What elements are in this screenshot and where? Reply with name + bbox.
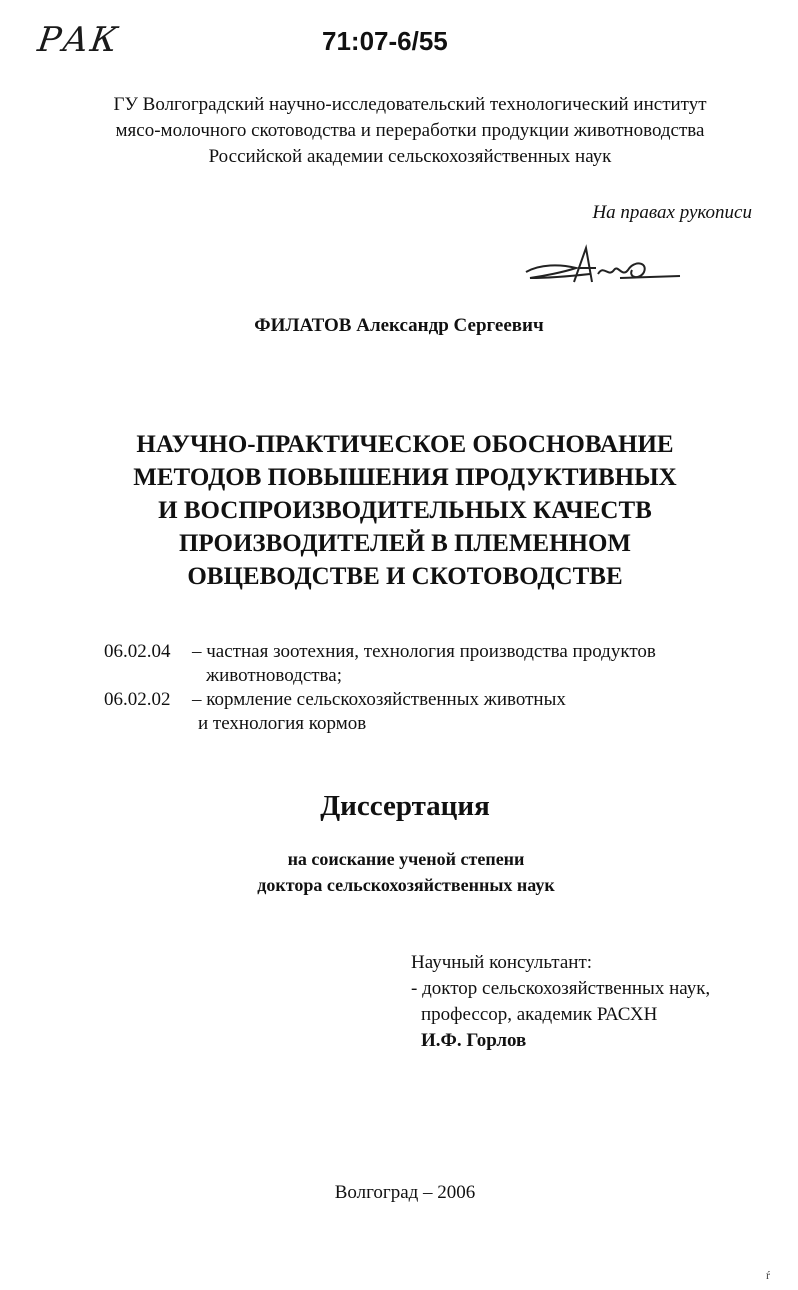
document-type: Диссертация <box>320 790 490 822</box>
specialty-code: 06.02.02 <box>104 689 171 710</box>
specialty-text-line: – кормление сельскохозяйственных животных <box>192 689 566 710</box>
title-line: И ВОСПРОИЗВОДИТЕЛЬНЫХ КАЧЕСТВ <box>158 497 652 524</box>
consultant-line: - доктор сельскохозяйственных наук, <box>411 978 711 999</box>
consultant-label: Научный консультант: <box>411 952 593 973</box>
degree-line: на соискание ученой степени <box>287 849 525 869</box>
author-name: ФИЛАТОВ Александр Сергеевич <box>254 315 544 336</box>
consultant-block <box>411 950 771 1054</box>
degree-line: доктора сельскохозяйственных наук <box>257 875 555 895</box>
title-line: НАУЧНО-ПРАКТИЧЕСКОЕ ОБОСНОВАНИЕ <box>136 431 674 458</box>
catalog-code: 71:07-6/55 <box>322 26 448 56</box>
signature-image <box>520 238 690 298</box>
specialty-item <box>104 640 764 688</box>
consultant-name: И.Ф. Горлов <box>421 1030 527 1051</box>
dissertation-title <box>40 428 770 593</box>
place-year: Волгоград – 2006 <box>334 1182 476 1203</box>
rights-note: На правах рукописи <box>592 202 752 223</box>
specialty-text-line: – частная зоотехния, технология производства продуктов <box>192 641 656 662</box>
institution-line: мясо-молочного скотоводства и переработки продукции животноводства <box>115 120 705 141</box>
institution-line: ГУ Волгоградский научно-исследовательский технологический институт <box>113 94 707 115</box>
specialty-text <box>192 640 764 688</box>
specialty-code: 06.02.04 <box>104 641 171 662</box>
title-line: МЕТОДОВ ПОВЫШЕНИЯ ПРОДУКТИВНЫХ <box>133 464 677 491</box>
consultant-line: профессор, академик РАСХН <box>421 1004 658 1025</box>
title-line: ПРОИЗВОДИТЕЛЕЙ В ПЛЕМЕННОМ <box>178 530 632 557</box>
institution-line: Российской академии сельскохозяйственных наук <box>208 146 612 167</box>
specialty-text-line: животноводства; <box>206 665 342 686</box>
specialty-item <box>104 688 764 736</box>
degree-block <box>0 846 798 898</box>
specialty-text <box>192 688 764 736</box>
specialty-text-line: и технология кормов <box>198 713 367 734</box>
specialties-list <box>104 640 764 736</box>
corner-mark: ŕ <box>766 1268 770 1282</box>
title-line: ОВЦЕВОДСТВЕ И СКОТОВОДСТВЕ <box>187 563 623 590</box>
institution-block <box>40 92 780 170</box>
handwritten-mark: РАК <box>35 20 122 60</box>
